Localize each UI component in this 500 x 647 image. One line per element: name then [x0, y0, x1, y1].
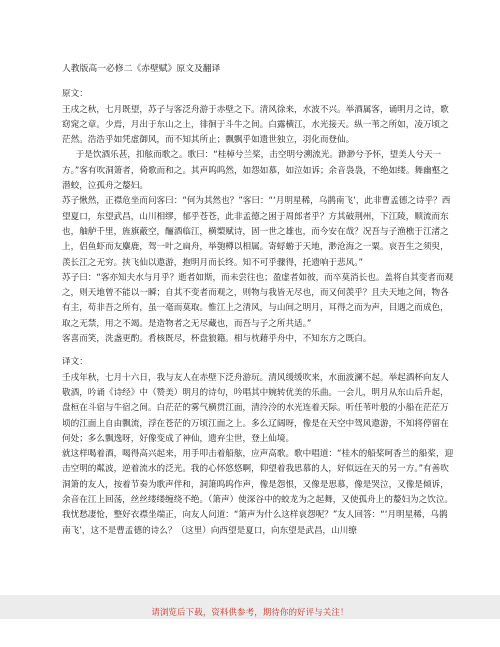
translation-paragraph: 就这样喝着酒，喝得高兴起来，用手叩击着船舷，应声高歌。歌中唱道：“桂木的船桨呵香兰的船桨，迎击空明的粼波，逆着流水的泛光。我的心怀悠悠啊，仰望着我思慕的人，好似远在天的另一方。”有善吹洞箫的友人，按着节奏为歌声伴和，洞箫呜呜作声，像是怨恨，又像是思慕，像是哭泣，又像是倾诉，余音在江上回荡，丝丝缕缕缠绕不绝。（箫声）使深谷中的蛟龙为之起舞，又使孤舟上的嫠妇为之饮泣。	[62, 449, 454, 506]
translation-paragraph: 壬戌年秋，七月十六日，我与友人在赤壁下泛舟游玩。清风缓缓吹来，水面波澜不起。举起酒杯向友人敬酒，吟诵《诗经》中（赞美）明月的诗句，吟唱其中婉转优美的乐曲。一会儿，明月从东山后升起，盘桓在斗宿与牛宿之间。白茫茫的雾气横贯江面，清泠泠的水光连着天际。听任苇叶般的小船在茫茫万顷的江面上自由飘流，浮在苍茫的万顷江面之上。多么辽阔呀，像是在天空中驾风遨游，不知将停留在何处；多么飘逸呀，好像变成了神仙，遗弃尘世，登上仙境。	[62, 372, 449, 444]
original-section-label: 原文：	[62, 89, 88, 100]
original-paragraph: 苏子曰：“客亦知夫水与月乎？逝者如斯，而未尝往也；盈虚者如彼，而卒莫消长也。盖将自其变者而观之，则天地曾不能以一瞬；自其不变者而观之，则物与我皆无尽也，而又何羡乎？且夫天地之间，物各有主，苟非吾之所有，虽一毫而莫取。惟江上之清风，与山间之明月，耳得之而为声，目遇之而成色，取之无禁，用之不竭。是造物者之无尽藏也，而吾与子之所共适。”	[62, 272, 454, 329]
document-body	[62, 62, 454, 539]
footer-text: 请浏览后下载，资料供参考，期待你的好评与关注！	[151, 607, 349, 617]
original-paragraph: 客喜而笑，洗盏更酌。肴核既尽，杯盘狼籍。相与枕藉乎舟中，不知东方之既白。	[62, 334, 372, 345]
original-paragraph: 苏子愀然，正襟危坐而问客曰：“何为其然也？”客曰：“‘月明星稀，乌鹊南飞’，此非曹孟德之诗乎？西望夏口，东望武昌，山川相缪，郁乎苍苍，此非孟德之困于周郎者乎？方其破荆州，下江陵，顺流而东也，舳舻千里，旌旗蔽空，酾酒临江，横槊赋诗，固一世之雄也，而今安在哉？况吾与子渔樵于江渚之上，侣鱼虾而友麋鹿，驾一叶之扁舟，举匏樽以相属。寄蜉蝣于天地，渺沧海之一粟。哀吾生之须臾，羡长江之无穷。挟飞仙以遨游，抱明月而长终。知不可乎骤得，托遗响于悲风。”	[62, 196, 451, 268]
original-paragraph: 王戌之秋，七月既望，苏子与客泛舟游于赤壁之下。清风徐来，水波不兴。举酒属客，诵明月之诗，歌窈窕之章。少焉，月出于东山之上，徘徊于斗牛之间。白露横江，水光接天。纵一苇之所如，凌万顷之茫然。浩浩乎如凭虚御风，而不知其所止；飘飘乎如遗世独立，羽化而登仙。	[62, 104, 449, 146]
translation-section-label: 译文：	[62, 357, 88, 368]
translation-paragraph: 我忧愁凄怆，整好衣襟坐端正，向友人问道：“箫声为什么这样哀怨呢？”友人回答：“‘月明星稀，乌鹊南飞’，这不是曹孟德的诗么？（这里）向西望是夏口，向东望是武昌，山川缭	[62, 510, 448, 536]
section-gap	[62, 347, 454, 353]
document-title: 人教版高一必修二《赤壁赋》原文及翻译	[62, 64, 221, 74]
original-paragraph: 于是饮酒乐甚，扣舷而歌之。歌曰：“桂棹兮兰桨，击空明兮溯流光。渺渺兮予怀，望美人兮天一方。”客有吹洞箫者，倚歌而和之。其声呜呜然，如怨如慕，如泣如诉；余音袅袅，不绝如缕。舞幽壑之潜蛟，泣孤舟之嫠妇。	[62, 150, 449, 192]
